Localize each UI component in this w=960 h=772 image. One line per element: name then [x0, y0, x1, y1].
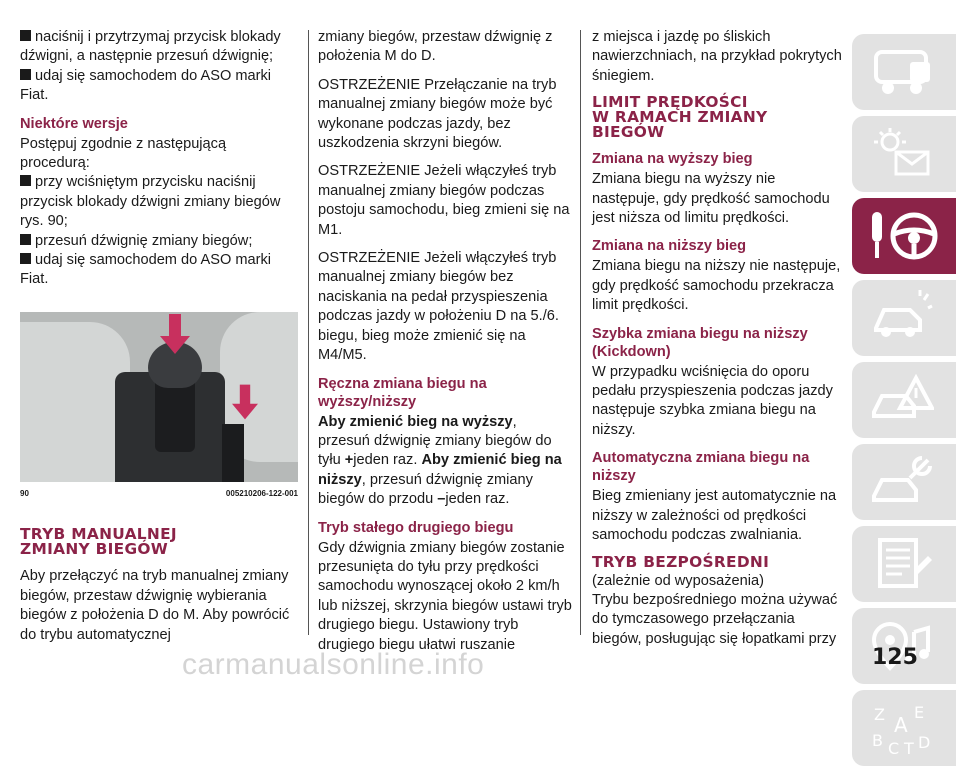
subheading-wyzszy-bieg: Zmiana na wyższy bieg [592, 151, 753, 168]
column-1 [20, 28, 298, 654]
column-2 [318, 28, 572, 664]
subheading-reczna-zmiana: Ręczna zmiana biegu na wyższy/niższy [318, 375, 487, 410]
tab-safety[interactable] [852, 280, 956, 356]
bullet-item: naciśnij i przytrzymaj przycisk blokady dźwigni, a następnie przesuń dźwignię; [20, 29, 281, 65]
svg-text:E: E [914, 703, 925, 722]
figure-number: 90 [20, 488, 29, 498]
paragraph: Aby zmienić bieg na wyższy, przesuń dźwignię zmiany biegów do tyłu +jeden raz. Aby zmienić bieg na niższy, przesuń dźwignię zmiany biegów do przodu –jeden raz. [318, 413, 562, 508]
paragraph: (zależnie od wyposażenia) [592, 572, 764, 589]
section-heading-tryb-bezposredni: TRYB BEZPOŚREDNI [592, 552, 770, 571]
column-divider [308, 30, 309, 635]
gear-gate [222, 424, 244, 482]
section-heading-tryb-manualnej: TRYB MANUALNEJ ZMIANY BIEGÓW [20, 525, 177, 559]
paragraph: Postępuj zgodnie z następującą procedurą: [20, 135, 227, 172]
warning-paragraph: OSTRZEŻENIE Jeżeli włączyłeś tryb manualnej zmiany biegów bez naciskania na pedał przyspieszenia podczas jazdy w położeniu D na 5./6. biegu, bieg może zmienić się na M4/M5. [318, 250, 559, 364]
subheading-automatyczna: Automatyczna zmiana biegu na niższy [592, 450, 810, 485]
bullet-square-icon [20, 175, 31, 186]
page-number: 125 [872, 645, 918, 670]
steering-wheel-key-icon [870, 208, 940, 264]
paragraph: Zmiana biegu na wyższy nie następuje, gdy prędkość samochodu jest niższa od limitu prędkości. [592, 171, 830, 227]
tab-starting-driving[interactable] [852, 198, 956, 274]
tab-technical-data[interactable] [852, 526, 956, 602]
bullet-item: przy wciśniętym przycisku naciśnij przycisk blokady dźwigni zmiany biegów rys. 90; [20, 174, 281, 230]
bullet-item: przesuń dźwignię zmiany biegów; [20, 232, 298, 251]
paragraph: z miejsca i jazdę po śliskich nawierzchniach, na przykład pokrytych śniegiem. [592, 29, 842, 84]
tab-car-info[interactable] [852, 34, 956, 110]
svg-text:T: T [904, 739, 914, 756]
car-crash-icon [870, 290, 934, 346]
down-arrow-icon [232, 384, 258, 420]
seat-left [20, 322, 130, 482]
paragraph: zmiany biegów, przestaw dźwignię z położenia M do D. [318, 29, 553, 65]
wrench-car-icon [870, 454, 934, 510]
warning-lights-icon [870, 126, 934, 182]
paragraph: W przypadku wciśnięcia do oporu pedału przyspieszenia podczas jazdy następuje szybka zmiana biegu na niższy. [592, 363, 833, 438]
tab-maintenance[interactable] [852, 444, 956, 520]
subheading-tryb-stalego: Tryb stałego drugiego biegu [318, 519, 514, 536]
figure-caption [20, 484, 298, 503]
car-info-icon [870, 44, 934, 100]
bullet-square-icon [20, 253, 31, 264]
paragraph: Zmiana biegu na niższy nie następuje, gdy prędkość samochodu przekracza limit prędkości. [592, 258, 841, 314]
bullet-item: udaj się samochodem do ASO marki Fiat. [20, 252, 272, 288]
svg-text:D: D [918, 733, 931, 752]
tab-index[interactable] [852, 690, 956, 766]
svg-text:A: A [894, 713, 908, 737]
down-arrow-icon [160, 314, 190, 354]
column-divider [580, 30, 581, 635]
alphabetical-index-icon [870, 700, 934, 756]
subheading-nizszy-bieg: Zmiana na niższy bieg [592, 238, 747, 255]
tab-emergency[interactable] [852, 362, 956, 438]
bullet-square-icon [20, 30, 31, 41]
paragraph: Trybu bezpośredniego można używać do tymczasowego przełączania biegów, posługując się łopatkami przy [592, 591, 838, 647]
gear-lever-figure [20, 312, 298, 482]
subheading-kickdown: Szybka zmiana biegu na niższy (Kickdown) [592, 325, 808, 360]
bullet-item: udaj się samochodem do ASO marki Fiat. [20, 67, 272, 104]
warning-triangle-car-icon [870, 372, 934, 428]
paragraph: Bieg zmieniany jest automatycznie na niższy w zależności od prędkości samochodu podczas zwalniania. [592, 488, 837, 544]
paragraph: Aby przełączyć na tryb manualnej zmiany biegów, przestaw dźwignię wybierania biegów z położenia D do M. Aby powrócić do trybu automatycznej [20, 568, 290, 643]
section-heading-limit-predkosci: LIMIT PRĘDKOŚCI W RAMACH ZMIANY BIEGÓW [592, 93, 768, 142]
warning-paragraph: OSTRZEŻENIE Jeżeli włączyłeś tryb manualnej zmiany biegów podczas postoju samochodu, bieg zmieni się na M1. [318, 163, 570, 238]
specifications-list-icon [870, 536, 934, 592]
watermark: carmanualsonline.info [182, 648, 485, 681]
paragraph: Gdy dźwignia zmiany biegów zostanie przesunięta do tyłu przy prędkości samochodu wynoszącej około 2 km/h lub niższej, skrzynia biegów ustawi tryb drugiego biegu. Ustawiony tryb drugiego biegu ułatwi ruszanie [318, 539, 572, 653]
bullet-square-icon [20, 69, 31, 80]
figure-code: 005210206-122-001 [225, 488, 298, 498]
bullet-square-icon [20, 234, 31, 245]
svg-text:C: C [888, 739, 900, 756]
subheading-niektore-wersje: Niektóre wersje [20, 115, 128, 132]
svg-text:B: B [872, 731, 883, 750]
tab-warning-lights[interactable] [852, 116, 956, 192]
column-3 [592, 28, 844, 658]
svg-text:Z: Z [874, 705, 885, 724]
warning-paragraph: OSTRZEŻENIE Przełączanie na tryb manualnej zmiany biegów może być wykonane podczas jazdy, bez uszkodzenia skrzyni biegów. [318, 76, 557, 152]
